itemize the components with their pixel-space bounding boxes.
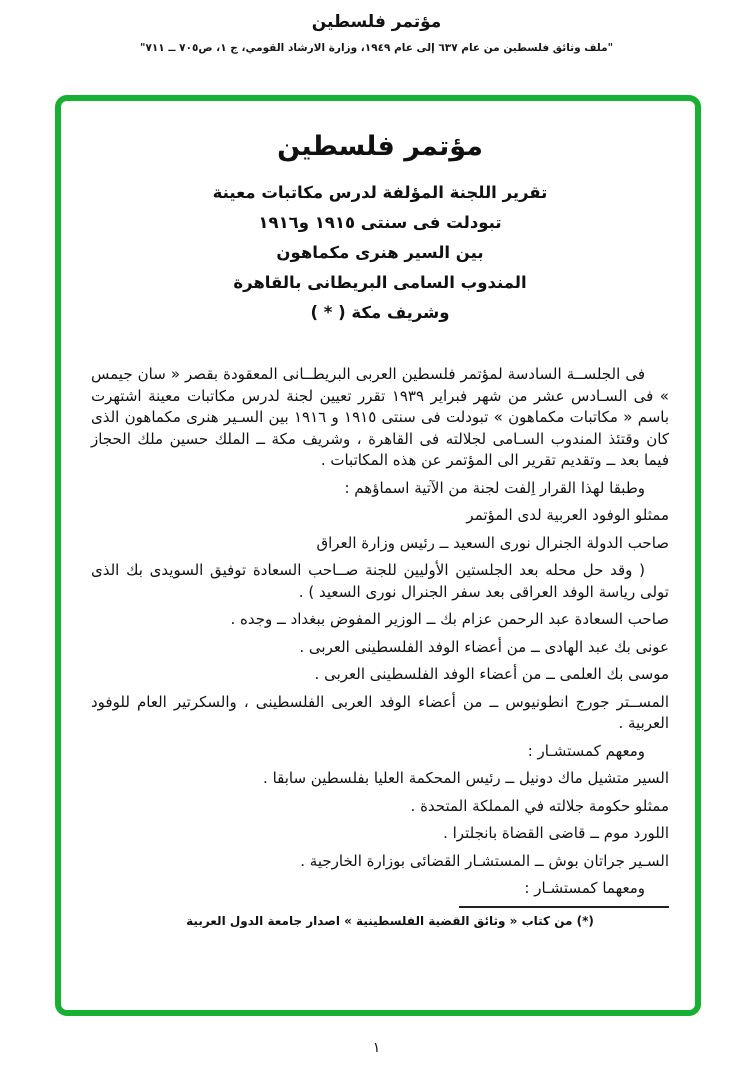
- committee-member-line: المســتر جورج انطونيوس ــ من أعضاء الوفد العربى الفلسطينى ، والسكرتير العام للوفود العربية .: [91, 692, 669, 732]
- page-number: ١: [372, 1040, 381, 1056]
- document-subtitle-line: تبودلت فى سنتى ١٩١٥ و١٩١٦: [258, 213, 502, 232]
- committee-member-line: موسى بك العلمى ــ من أعضاء الوفد الفلسطينى العربى .: [314, 665, 669, 683]
- body-paragraph: ( وقد حل محله بعد الجلستين الأوليين للجنة صــاحب السعادة توفيق السويدى بك الذى تولى رياسة الوفد العراقى بعد سفر الجنرال نورى السعيد ) .: [91, 561, 669, 601]
- committee-member-line: السير متشيل ماك دونيل ــ رئيس المحكمة العليا بفلسطين سابقا .: [263, 769, 669, 787]
- advisor-section-label: ومعهم كمستشـار :: [527, 741, 645, 760]
- running-header: [0, 12, 753, 54]
- running-header-title: مؤتمر فلسطين: [311, 12, 442, 32]
- committee-member-line: عونى بك عبد الهادى ــ من أعضاء الوفد الفلسطينى العربى .: [299, 637, 669, 656]
- document-subtitle-line: المندوب السامى البريطانى بالقاهرة: [233, 273, 527, 292]
- committee-member-line: السـير جراتان بوش ــ المستشـار القضائى بوزارة الخارجية .: [300, 851, 669, 870]
- committee-section-label: ممثلو الوفود العربية لدى المؤتمر: [466, 506, 669, 524]
- committee-section-label: ممثلو حكومة جلالته في المملكة المتحدة .: [410, 796, 669, 815]
- committee-member-line: اللورد موم ــ قاضى القضاة بانجلترا .: [443, 824, 669, 842]
- document-subtitle-line: تقرير اللجنة المؤلفة لدرس مكاتبات معينة: [212, 183, 548, 202]
- footnote-text: (*) من كتاب « وثائق القضية الفلسطينية » اصدار جامعة الدول العربية: [186, 913, 594, 928]
- document-content: [61, 101, 695, 1010]
- running-header-source-citation: "ملف وثائق فلسطين من عام ٦٣٧ إلى عام ١٩٤٩، وزارة الارشاد القومي، ج ١، ص٧٠٥ ــ ٧١١": [139, 42, 614, 54]
- document-frame-border: [55, 95, 701, 1016]
- body-paragraph: فى الجلســة السادسة لمؤتمر فلسطين العربى البريطــانى المعقودة بقصر « سان جيمس » فى السـادس عشر من شهر فبراير ١٩٣٩ تقرر تعيين لجنة لدرس مكاتبات معينة اشتهرت باسم « مكاتبات مكماهون » تبودلت فى سنتى ١٩١٥ و ١٩١٦ بين السـير هنرى مكماهون الذى كان وقتئذ المندوب السـامى لجلالته فى القاهرة ، وشريف مكة ــ الملك حسين ملك الحجاز فيما بعد ــ وتقديم تقرير الى المؤتمر عن هذه المكاتبات .: [91, 365, 670, 469]
- document-title: مؤتمر فلسطين: [277, 131, 483, 162]
- committee-member-line: صاحب الدولة الجنرال نورى السعيد ــ رئيس وزارة العراق: [316, 533, 669, 552]
- body-paragraph: وطبقا لهذا القرار اِلفت لجنة من الآتية اسماؤهم :: [344, 478, 645, 497]
- footnote-separator-rule: [459, 906, 669, 908]
- document-subtitle-line: وشريف مكة ( * ): [310, 303, 450, 322]
- document-body: [91, 364, 669, 900]
- advisor-section-label: ومعهما كمستشـار :: [524, 879, 645, 897]
- document-subtitle-line: بين السير هنرى مكماهون: [276, 243, 484, 262]
- committee-member-line: صاحب السعادة عبد الرحمن عزام بك ــ الوزير المفوض ببغداد ــ وجده .: [230, 610, 669, 628]
